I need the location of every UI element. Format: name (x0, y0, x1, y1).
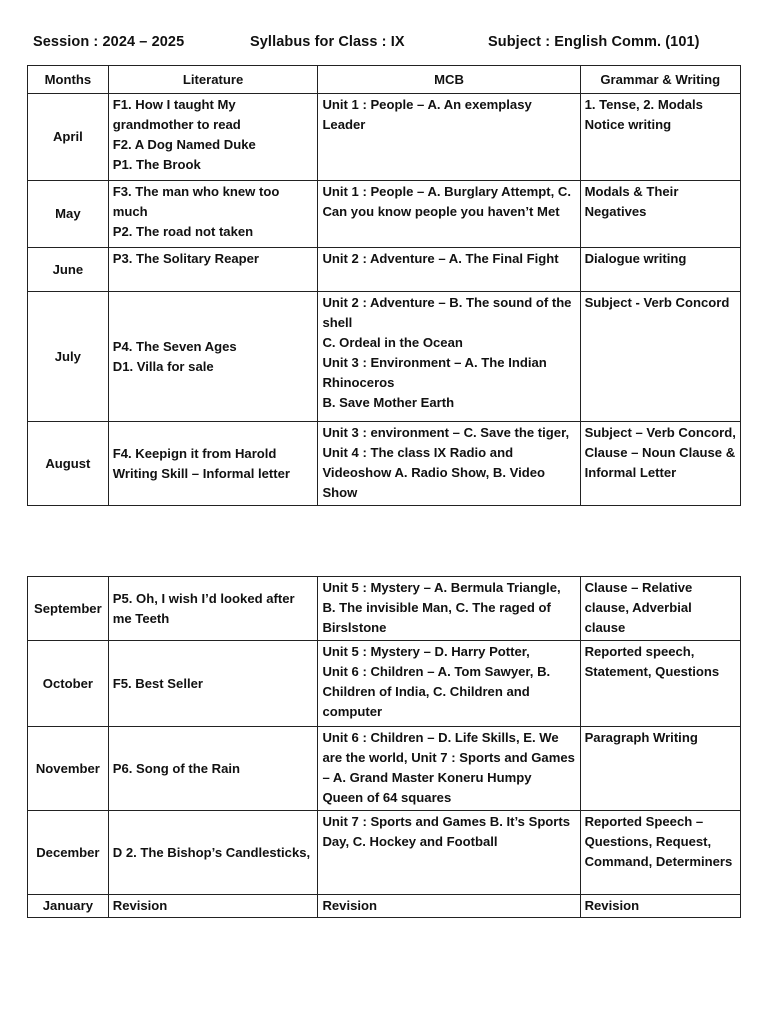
document-header (33, 34, 733, 54)
header-mcb: MCB (318, 66, 580, 94)
grammar-entry: Clause – Relative clause, Adverbial clause (584, 580, 693, 635)
mcb-cell (318, 641, 580, 727)
grammar-cell (580, 181, 740, 248)
mcb-entry: Unit 3 : environment – C. Save the tiger, Unit 4 : The class IX Radio and Videoshow A. Radio Show, B. Video Show (322, 425, 570, 500)
grammar-cell (580, 422, 740, 506)
literature-entry: P4. The Seven Ages (112, 338, 237, 354)
mcb-entry: Unit 5 : Mystery – A. Bermula Triangle, B. The invisible Man, C. The raged of Birslstone (322, 580, 561, 635)
literature-entry: F4. Keepign it from Harold (112, 445, 277, 461)
mcb-entry: Unit 2 : Adventure – A. The Final Fight (322, 251, 559, 266)
mcb-cell (318, 181, 580, 248)
month-cell: August (28, 422, 109, 506)
grammar-cell (580, 895, 740, 918)
grammar-cell (580, 641, 740, 727)
literature-cell (108, 248, 318, 292)
mcb-entry: Unit 1 : People – A. An exemplasy Leader (322, 97, 532, 132)
grammar-cell (580, 727, 740, 811)
mcb-entry: Unit 6 : Children – A. Tom Sawyer, B. Children of India, C. Children and computer (322, 664, 551, 719)
mcb-entry: Unit 3 : Environment – A. The Indian Rhinoceros (322, 355, 547, 390)
month-cell: May (28, 181, 109, 248)
mcb-cell (318, 895, 580, 918)
table-row (28, 422, 741, 506)
month-cell: January (28, 895, 109, 918)
mcb-cell (318, 811, 580, 895)
grammar-entry: Subject - Verb Concord (584, 295, 730, 310)
literature-entry: F5. Best Seller (112, 675, 203, 691)
header-months: Months (28, 66, 109, 94)
table-row (28, 811, 741, 895)
table-row (28, 94, 741, 181)
header-grammar: Grammar & Writing (580, 66, 740, 94)
mcb-entry: C. Ordeal in the Ocean (322, 335, 463, 350)
literature-entry: Writing Skill – Informal letter (112, 465, 291, 481)
mcb-entry: Unit 2 : Adventure – B. The sound of the shell (322, 295, 572, 330)
month-cell: June (28, 248, 109, 292)
mcb-cell (318, 94, 580, 181)
literature-entry: D1. Villa for sale (112, 358, 214, 374)
mcb-entry: B. Save Mother Earth (322, 395, 455, 410)
literature-entry: D 2. The Bishop’s Candlesticks, (112, 844, 311, 860)
literature-cell (108, 181, 318, 248)
mcb-cell (318, 727, 580, 811)
table-row (28, 248, 741, 292)
grammar-entry: Subject – Verb Concord, Clause – Noun Clause & Informal Letter (584, 425, 736, 480)
literature-cell (108, 422, 318, 506)
grammar-entry: Paragraph Writing (584, 730, 698, 745)
month-cell: November (28, 727, 109, 811)
header-literature: Literature (108, 66, 318, 94)
literature-cell (108, 577, 318, 641)
mcb-entry: Revision (322, 898, 378, 913)
month-cell: December (28, 811, 109, 895)
literature-cell (108, 811, 318, 895)
mcb-entry: Unit 5 : Mystery – D. Harry Potter, (322, 644, 530, 659)
literature-entry: F2. A Dog Named Duke (112, 137, 256, 152)
literature-cell (108, 94, 318, 181)
table-row (28, 641, 741, 727)
mcb-entry: Unit 7 : Sports and Games B. It’s Sports Day, C. Hockey and Football (322, 814, 571, 849)
syllabus-title: Syllabus for Class : IX (250, 34, 405, 50)
table-header-row (28, 66, 741, 94)
grammar-entry: Revision (584, 898, 640, 913)
literature-entry: F1. How I taught My grandmother to read (112, 97, 241, 132)
table-row (28, 292, 741, 422)
grammar-cell (580, 577, 740, 641)
mcb-entry: Unit 1 : People – A. Burglary Attempt, C. Can you know people you haven’t Met (322, 184, 572, 219)
table-row (28, 577, 741, 641)
literature-entry: Revision (112, 898, 168, 913)
month-cell: September (28, 577, 109, 641)
grammar-entry: Reported Speech – Questions, Request, Command, Determiners (584, 814, 733, 869)
grammar-entry: Notice writing (584, 117, 672, 132)
month-cell: April (28, 94, 109, 181)
table-row (28, 181, 741, 248)
grammar-cell (580, 292, 740, 422)
literature-entry: F3. The man who knew too much (112, 184, 280, 219)
literature-cell (108, 727, 318, 811)
literature-entry: P1. The Brook (112, 157, 201, 172)
literature-entry: P2. The road not taken (112, 224, 254, 239)
grammar-entry: Reported speech, Statement, Questions (584, 644, 720, 679)
literature-entry: P5. Oh, I wish I’d looked after me Teeth (112, 590, 295, 626)
grammar-entry: Dialogue writing (584, 251, 687, 266)
grammar-cell (580, 94, 740, 181)
literature-entry: P6. Song of the Rain (112, 760, 241, 776)
mcb-cell (318, 248, 580, 292)
mcb-cell (318, 422, 580, 506)
mcb-cell (318, 292, 580, 422)
literature-cell (108, 895, 318, 918)
grammar-entry: 1. Tense, 2. Modals (584, 97, 703, 112)
month-cell: October (28, 641, 109, 727)
grammar-cell (580, 248, 740, 292)
grammar-entry: Modals & Their Negatives (584, 184, 679, 219)
literature-cell (108, 292, 318, 422)
table-row (28, 895, 741, 918)
mcb-entry: Unit 6 : Children – D. Life Skills, E. We are the world, Unit 7 : Sports and Games – A. Grand Master Koneru Humpy Queen of 64 squares (322, 730, 575, 805)
mcb-cell (318, 577, 580, 641)
literature-entry: P3. The Solitary Reaper (112, 251, 260, 266)
syllabus-table-first-term (27, 65, 741, 506)
month-cell: July (28, 292, 109, 422)
session-label: Session : 2024 – 2025 (33, 34, 185, 50)
literature-cell (108, 641, 318, 727)
syllabus-table-second-term (27, 576, 741, 918)
table-row (28, 727, 741, 811)
subject-label: Subject : English Comm. (101) (488, 34, 700, 50)
grammar-cell (580, 811, 740, 895)
